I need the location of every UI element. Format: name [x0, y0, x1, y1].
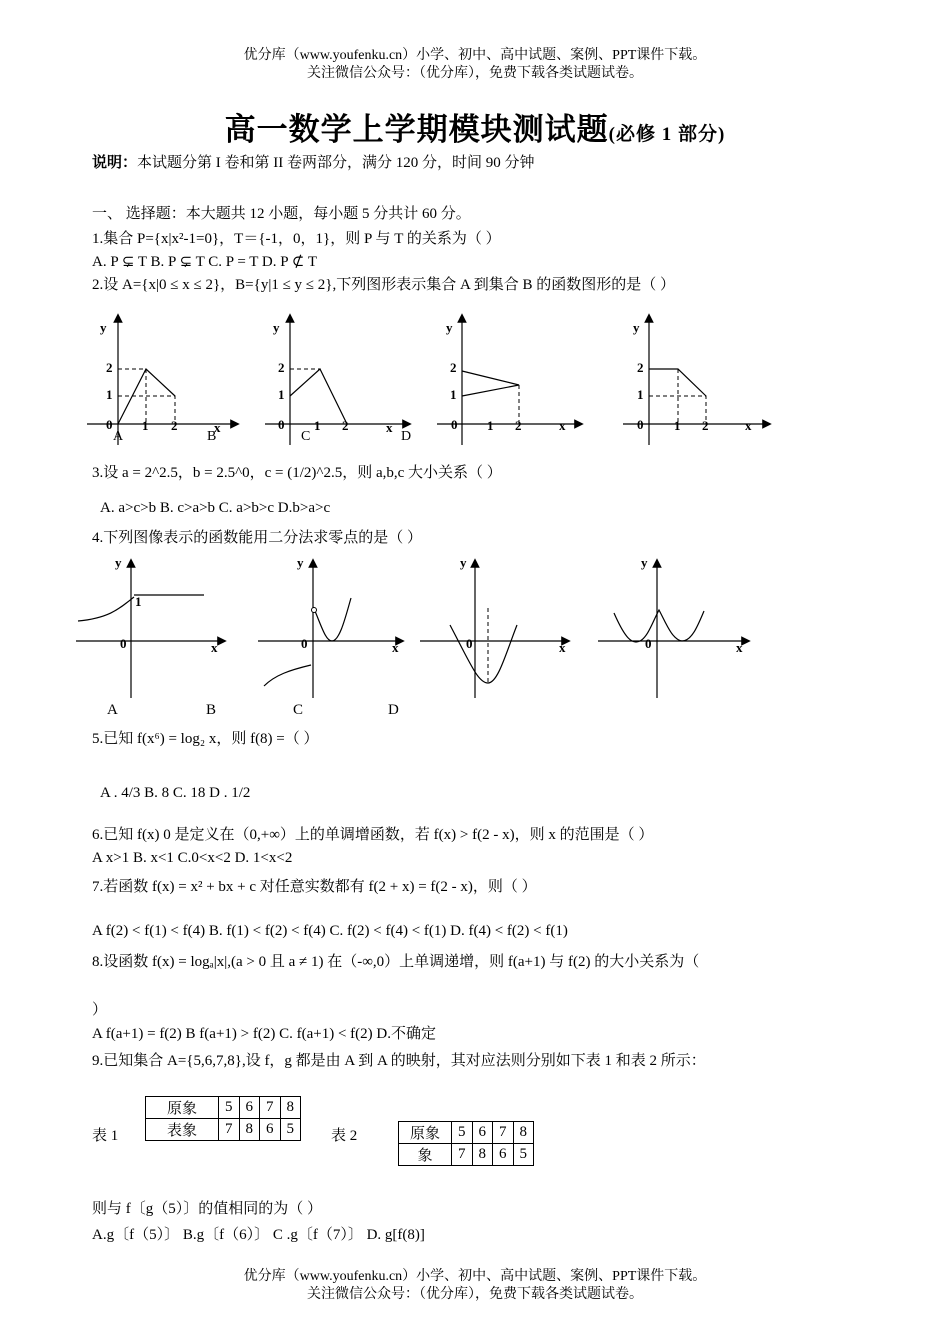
title-main: 高一数学上学期模块测试题 — [224, 112, 609, 147]
q8-stem-cont: ） — [92, 1002, 108, 1018]
q4-letter-d: D — [388, 702, 399, 718]
q4d-origin: 0 — [645, 636, 652, 651]
graph-a-y-label: y — [100, 320, 107, 335]
instructions-label: 说明： — [92, 155, 138, 171]
q2-graphs — [85, 310, 785, 450]
graph-d-y-label: y — [633, 320, 640, 335]
graph-c-xtick-2: 2 — [515, 418, 522, 433]
q4-letter-a: A — [107, 702, 118, 718]
header-line-1: 优分库（www.youfenku.cn）小学、初中、高中试题、案例、PPT课件下载。 — [243, 48, 707, 63]
table-cell: 5 — [219, 1097, 240, 1119]
graph-d-xtick-2: 2 — [702, 418, 709, 433]
table-cell: 6 — [239, 1097, 260, 1119]
q4d-y-label: y — [641, 555, 648, 570]
q4-graph-a — [76, 555, 222, 698]
q4-graph-d — [598, 555, 746, 698]
mapping-table-1 — [145, 1096, 301, 1141]
graph-a-letter: A — [113, 429, 124, 444]
q4-graph-b — [258, 555, 400, 698]
graph-b-xtick-1: 1 — [314, 418, 321, 433]
table-cell: 8 — [280, 1097, 301, 1119]
graph-d-letter: D — [401, 429, 412, 444]
graph-c-x-label: x — [559, 418, 566, 433]
table-cell: 8 — [472, 1144, 493, 1166]
q1-stem: 1.集合 P={x|x²-1=0}，T＝{-1，0，1}，则 P 与 T 的关系为（ ） — [92, 231, 501, 247]
table-cell: 原象 — [399, 1122, 452, 1144]
table-cell: 6 — [260, 1119, 281, 1141]
table-cell: 5 — [452, 1122, 473, 1144]
table-cell: 7 — [260, 1097, 281, 1119]
graph-a-xtick-2: 2 — [171, 418, 178, 433]
graph-a-x-label: x — [214, 420, 221, 435]
table-cell: 7 — [452, 1144, 473, 1166]
graph-c-xtick-1: 1 — [487, 418, 494, 433]
q2-graph-b — [265, 318, 411, 445]
table-cell: 7 — [493, 1122, 514, 1144]
graph-a-tick-2: 2 — [106, 360, 113, 375]
graph-d-x-label: x — [745, 418, 752, 433]
graph-a-tick-1: 1 — [106, 387, 113, 402]
q4a-y-label: y — [115, 555, 122, 570]
q4b-y-label: y — [297, 555, 304, 570]
page-title — [0, 104, 950, 149]
table1-row-2 — [146, 1119, 301, 1141]
table1-label: 表 1 — [92, 1128, 119, 1144]
q2-graph-c — [437, 318, 579, 445]
q5-stem: 5.已知 f(x⁶) = log₂ x，则 f(8) =（ ） — [92, 731, 319, 747]
q8-options: A f(a+1) = f(2) B f(a+1) > f(2) C. f(a+1) < f(2) D.不确定 — [92, 1026, 436, 1042]
q4a-x-label: x — [211, 640, 218, 655]
graph-a-origin: 0 — [106, 417, 113, 432]
graph-c-tick-1: 1 — [450, 387, 457, 402]
table-cell: 5 — [280, 1119, 301, 1141]
q4c-y-label: y — [460, 555, 467, 570]
table2-label: 表 2 — [331, 1128, 358, 1144]
table-cell: 原象 — [146, 1097, 219, 1119]
table-cell: 8 — [239, 1119, 260, 1141]
table-cell: 5 — [513, 1144, 534, 1166]
graph-c-origin: 0 — [451, 417, 458, 432]
graph-b-tick-1: 1 — [278, 387, 285, 402]
graph-b-y-label: y — [273, 320, 280, 335]
q3-stem: 3.设 a = 2^2.5，b = 2.5^0，c = (1/2)^2.5，则 a,b,c 大小关系（ ） — [92, 465, 502, 481]
q5-options: A . 4/3 B. 8 C. 18 D . 1/2 — [100, 785, 251, 801]
q4-letter-c: C — [293, 702, 304, 718]
table2-row-2 — [399, 1144, 534, 1166]
graph-b-tick-2: 2 — [278, 360, 285, 375]
q9-question: 则与 f〔g（5）〕的值相同的为（ ） — [92, 1201, 322, 1217]
q4a-origin: 0 — [120, 636, 127, 651]
graph-d-xtick-1: 1 — [674, 418, 681, 433]
q4-letter-b: B — [206, 702, 217, 718]
q6-options: A x>1 B. x<1 C.0<x<2 D. 1<x<2 — [92, 850, 293, 866]
mapping-table-2 — [398, 1121, 534, 1166]
q9-options: A.g〔f（5）〕 B.g〔f（6）〕 C .g〔f（7）〕 D. g[f(8)] — [92, 1227, 425, 1243]
graph-b-x-label: x — [386, 420, 393, 435]
instructions — [92, 151, 535, 172]
section-heading: 一、 选择题：本大题共 12 小题，每小题 5 分共计 60 分。 — [92, 206, 471, 222]
q3-options: A. a>c>b B. c>a>b C. a>b>c D.b>a>c — [100, 500, 331, 516]
title-sub: (必修 1 部分) — [608, 124, 726, 145]
table2-row-1 — [399, 1122, 534, 1144]
q7-stem: 7.若函数 f(x) = x² + bx + c 对任意实数都有 f(2 + x) = f(2 - x)，则（ ） — [92, 879, 537, 895]
q9-stem: 9.已知集合 A={5,6,7,8},设 f，g 都是由 A 到 A 的映射，其对应法则分别如下表 1 和表 2 所示： — [92, 1053, 706, 1069]
q4c-origin: 0 — [466, 636, 473, 651]
q4b-origin: 0 — [301, 636, 308, 651]
q2-stem: 2.设 A={x|0 ≤ x ≤ 2}，B={y|1 ≤ y ≤ 2},下列图形表示集合 A 到集合 B 的函数图形的是（ ） — [92, 277, 676, 293]
table-cell: 6 — [493, 1144, 514, 1166]
q7-options: A f(2) < f(1) < f(4) B. f(1) < f(2) < f(4) C. f(2) < f(4) < f(1) D. f(4) < f(2) < f(1) — [92, 923, 568, 939]
q4a-one: 1 — [135, 594, 142, 609]
graph-c-tick-2: 2 — [450, 360, 457, 375]
q4-graphs — [70, 553, 770, 703]
graph-d-origin: 0 — [637, 417, 644, 432]
footer-line-2: 关注微信公众号：（优分库），免费下载各类试题试卷。 — [307, 1287, 643, 1302]
table1-row-1 — [146, 1097, 301, 1119]
q4-graph-c — [420, 555, 566, 698]
q4b-x-label: x — [392, 640, 399, 655]
graph-a-xtick-1: 1 — [142, 418, 149, 433]
graph-b-xtick-2: 2 — [342, 418, 349, 433]
table-cell: 6 — [472, 1122, 493, 1144]
q2-graph-d — [623, 318, 767, 445]
graph-c-letter: C — [301, 429, 311, 444]
q4c-x-label: x — [559, 640, 566, 655]
q4d-x-label: x — [736, 640, 743, 655]
q6-stem: 6.已知 f(x) 0 是定义在（0,+∞）上的单调增函数，若 f(x) > f(2 - x)，则 x 的范围是（ ） — [92, 827, 654, 843]
graph-b-origin: 0 — [278, 417, 285, 432]
header-line-2: 关注微信公众号：（优分库），免费下载各类试题试卷。 — [307, 66, 643, 81]
instructions-text: 本试题分第 I 卷和第 II 卷两部分，满分 120 分，时间 90 分钟 — [137, 155, 535, 171]
q2-graph-a — [87, 318, 235, 445]
graph-b-letter: B — [207, 429, 217, 444]
table-cell: 表象 — [146, 1119, 219, 1141]
table-cell: 8 — [513, 1122, 534, 1144]
graph-d-tick-2: 2 — [637, 360, 644, 375]
q4-stem: 4.下列图像表示的函数能用二分法求零点的是（ ） — [92, 530, 423, 546]
graph-d-tick-1: 1 — [637, 387, 644, 402]
table-cell: 7 — [219, 1119, 240, 1141]
graph-c-y-label: y — [446, 320, 453, 335]
footer-line-1: 优分库（www.youfenku.cn）小学、初中、高中试题、案例、PPT课件下载。 — [243, 1269, 707, 1284]
q8-stem: 8.设函数 f(x) = logₐ|x|,(a > 0 且 a ≠ 1) 在（-∞,0）上单调递增，则 f(a+1) 与 f(2) 的大小关系为（ — [92, 954, 700, 970]
q1-options: A. P ⊊ T B. P ⊊ T C. P = T D. P ⊄ T — [92, 254, 317, 270]
table-cell: 象 — [399, 1144, 452, 1166]
